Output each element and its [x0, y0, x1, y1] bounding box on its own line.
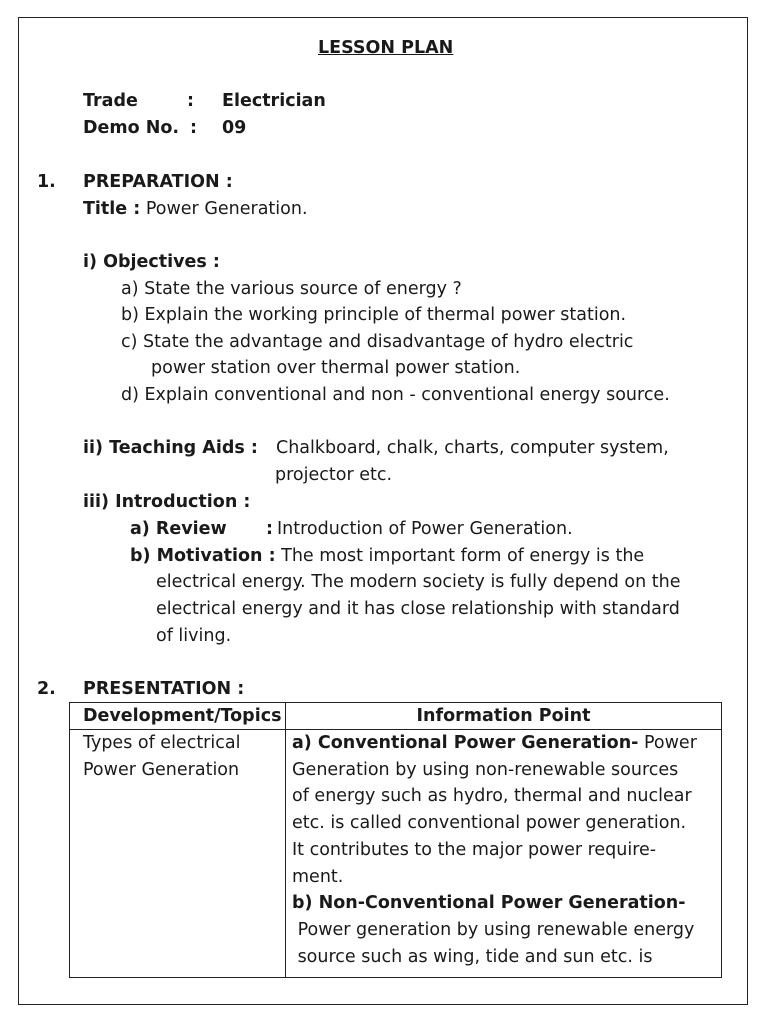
conventional-text: ment.	[292, 866, 344, 887]
topic-cell	[70, 730, 286, 978]
demo-value: 09	[222, 118, 247, 138]
demo-separator: :	[190, 118, 197, 138]
introduction-heading: iii) Introduction :	[83, 492, 251, 512]
nonconventional-text: Power generation by using renewable energy	[292, 919, 695, 940]
preparation-number: 1.	[37, 172, 56, 192]
motivation-line	[130, 545, 644, 567]
motivation-label: b) Motivation :	[130, 546, 276, 566]
teaching-aids-value: Chalkboard, chalk, charts, computer system,	[276, 438, 669, 458]
title-value: Power Generation.	[145, 199, 308, 219]
conventional-text: Power	[638, 733, 697, 753]
objective-item: c) State the advantage and disadvantage of hydro electric	[121, 332, 634, 352]
topic-text: Types of electrical	[83, 733, 241, 753]
title-label: Title :	[83, 199, 141, 219]
objective-item: d) Explain conventional and non - conventional energy source.	[121, 385, 670, 405]
col-header-information-point: Information Point	[286, 703, 722, 730]
motivation-text: electrical energy and it has close relationship with standard	[156, 599, 680, 619]
review-label: a) Review	[130, 519, 227, 539]
topic-text: Power Generation	[83, 759, 240, 780]
review-value: Introduction of Power Generation.	[277, 519, 573, 539]
motivation-text: The most important form of energy is the	[281, 546, 645, 566]
demo-label: Demo No.	[83, 118, 180, 138]
trade-separator: :	[187, 91, 194, 111]
trade-value: Electrician	[222, 91, 326, 111]
preparation-heading: PREPARATION :	[83, 172, 233, 192]
presentation-heading: PRESENTATION :	[83, 679, 245, 699]
col-header-development-topics: Development/Topics	[70, 703, 286, 730]
conventional-text: It contributes to the major power require-	[292, 839, 657, 860]
conventional-line	[292, 730, 721, 757]
conventional-text: Generation by using non-renewable sources	[292, 759, 679, 780]
nonconventional-text: source such as wing, tide and sun etc. is	[292, 946, 653, 967]
review-separator: :	[266, 519, 273, 539]
motivation-text: electrical energy. The modern society is fully depend on the	[156, 572, 681, 592]
teaching-aids-label: ii) Teaching Aids :	[83, 438, 258, 458]
nonconventional-label: b) Non-Conventional Power Generation-	[292, 893, 686, 914]
trade-label: Trade	[83, 91, 138, 111]
objective-item: power station over thermal power station.	[151, 358, 521, 378]
conventional-text: of energy such as hydro, thermal and nuclear	[292, 786, 692, 807]
objective-item: a) State the various source of energy ?	[121, 279, 462, 299]
presentation-table	[69, 702, 722, 978]
teaching-aids-value: projector etc.	[275, 465, 393, 485]
table-row	[70, 730, 722, 978]
motivation-text: of living.	[156, 626, 232, 646]
table-header-row	[70, 703, 722, 730]
title-line	[83, 198, 308, 220]
objectives-heading: i) Objectives :	[83, 252, 220, 272]
presentation-number: 2.	[37, 679, 56, 699]
conventional-text: etc. is called conventional power generation.	[292, 813, 687, 834]
information-cell	[286, 730, 722, 978]
document-title: LESSON PLAN	[318, 38, 454, 58]
objective-item: b) Explain the working principle of thermal power station.	[121, 305, 627, 325]
conventional-label: a) Conventional Power Generation-	[292, 733, 639, 753]
